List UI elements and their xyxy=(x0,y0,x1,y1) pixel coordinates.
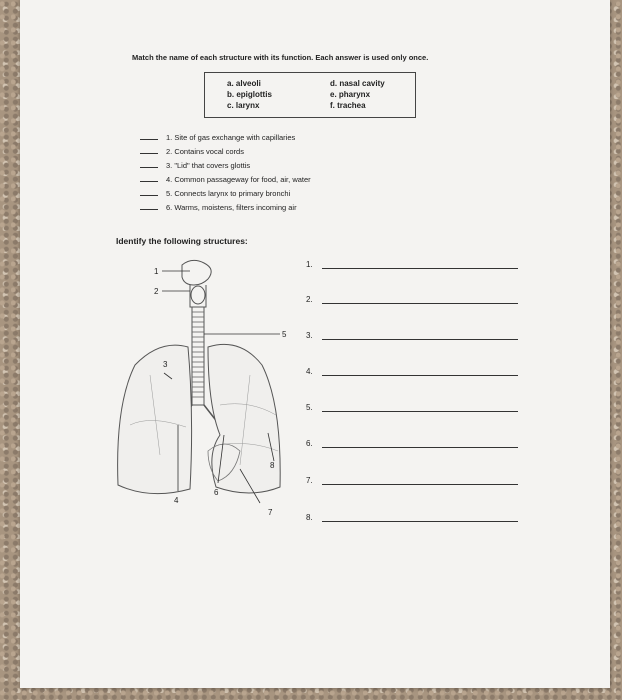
answer-number: 6. xyxy=(306,439,313,448)
word-bank-item: b. epiglottis xyxy=(227,90,272,99)
answer-number: 4. xyxy=(306,367,313,376)
answer-number: 2. xyxy=(306,295,313,304)
answer-line[interactable] xyxy=(322,268,518,269)
answer-blank[interactable] xyxy=(140,139,158,140)
diagram-label: 2 xyxy=(154,287,159,296)
diagram-label: 8 xyxy=(270,461,275,470)
answer-line[interactable] xyxy=(322,339,518,340)
answer-line[interactable] xyxy=(322,447,518,448)
answer-blank[interactable] xyxy=(140,167,158,168)
matching-question: 2. Contains vocal cords xyxy=(140,147,244,156)
answer-number: 5. xyxy=(306,403,313,412)
diagram-label: 4 xyxy=(174,496,179,505)
worksheet-paper xyxy=(20,0,610,688)
diagram-label: 3 xyxy=(163,360,168,369)
diagram-label: 1 xyxy=(154,267,159,276)
answer-blank[interactable] xyxy=(140,209,158,210)
diagram-label: 5 xyxy=(282,330,287,339)
diagram-label: 7 xyxy=(268,508,273,517)
matching-question: 5. Connects larynx to primary bronchi xyxy=(140,189,290,198)
answer-line[interactable] xyxy=(322,411,518,412)
answer-line[interactable] xyxy=(322,303,518,304)
matching-question: 3. "Lid" that covers glottis xyxy=(140,161,250,170)
word-bank-box xyxy=(204,72,416,118)
word-bank-item: d. nasal cavity xyxy=(330,79,385,88)
answer-number: 7. xyxy=(306,476,313,485)
answer-number: 3. xyxy=(306,331,313,340)
word-bank-item: a. alveoli xyxy=(227,79,261,88)
diagram-label: 6 xyxy=(214,488,219,497)
word-bank-item: e. pharynx xyxy=(330,90,371,99)
answer-blank[interactable] xyxy=(140,153,158,154)
matching-question: 4. Common passageway for food, air, water xyxy=(140,175,311,184)
answer-blank[interactable] xyxy=(140,195,158,196)
answer-number: 1. xyxy=(306,260,313,269)
answer-blank[interactable] xyxy=(140,181,158,182)
word-bank-item: c. larynx xyxy=(227,101,260,110)
identify-heading: Identify the following structures: xyxy=(116,236,248,246)
word-bank-item: f. trachea xyxy=(330,101,366,110)
answer-number: 8. xyxy=(306,513,313,522)
matching-question: 1. Site of gas exchange with capillaries xyxy=(140,133,295,142)
answer-line[interactable] xyxy=(322,484,518,485)
answer-line[interactable] xyxy=(322,375,518,376)
instructions-text: Match the name of each structure with its function. Each answer is used only once. xyxy=(132,53,429,62)
respiratory-diagram xyxy=(90,255,300,520)
matching-question: 6. Warms, moistens, filters incoming air xyxy=(140,203,297,212)
answer-line[interactable] xyxy=(322,521,518,522)
